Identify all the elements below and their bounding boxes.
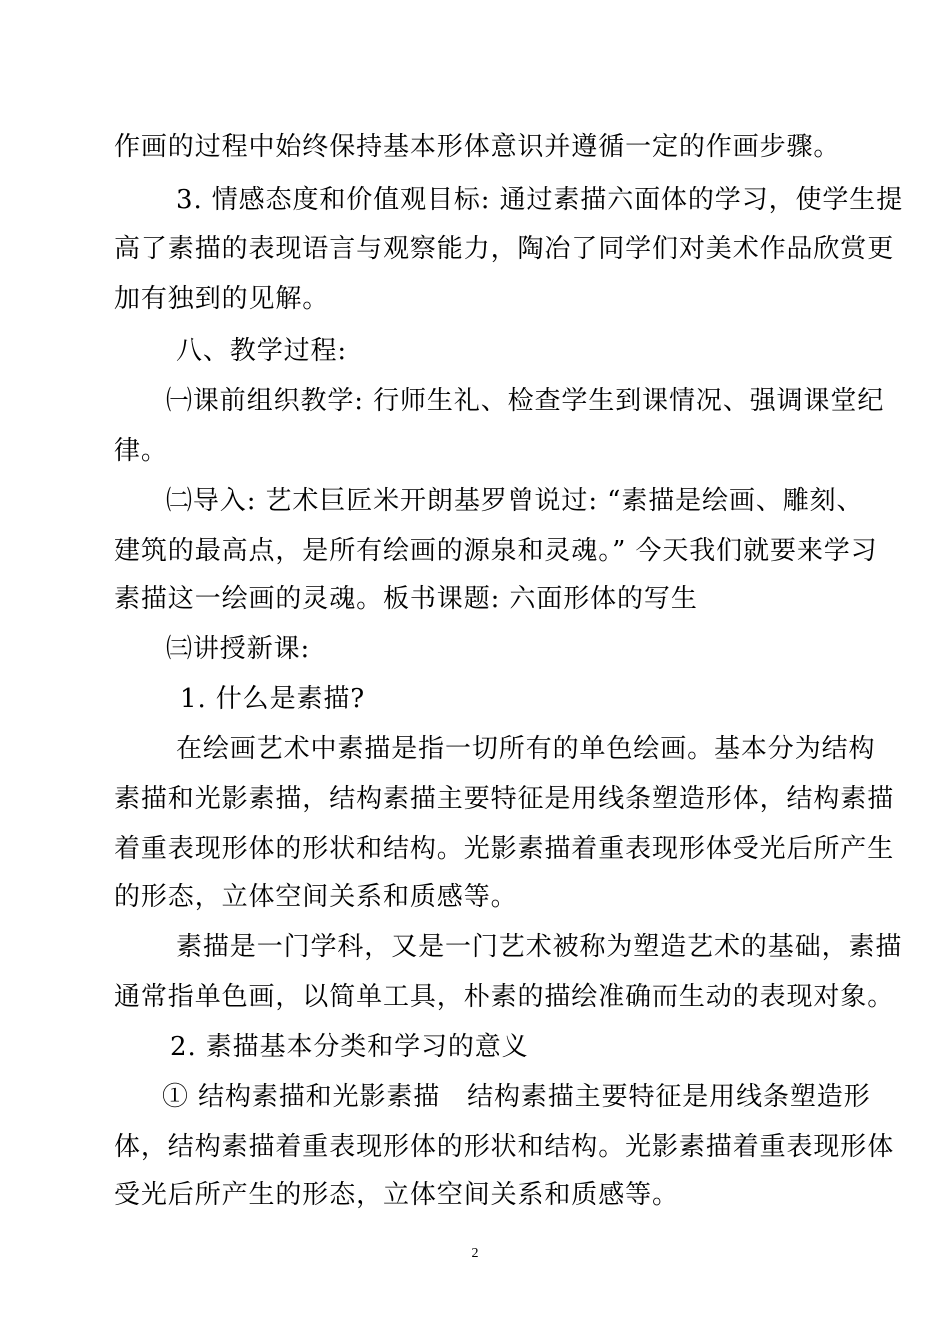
text-line: ① 结构素描和光影素描 结构素描主要特征是用线条塑造形 bbox=[162, 1082, 871, 1112]
text-line: 着重表现形体的形状和结构。光影素描着重表现形体受光后所产生 bbox=[114, 834, 895, 864]
text-line: 在绘画艺术中素描是指一切所有的单色绘画。基本分为结构 bbox=[176, 734, 876, 764]
page-number: 2 bbox=[471, 1246, 479, 1261]
text-line: 律。 bbox=[114, 436, 168, 466]
text-line: ㈡导入: 艺术巨匠米开朗基罗曾说过: “素描是绘画、雕刻、 bbox=[166, 486, 864, 516]
section-heading: 八、教学过程: bbox=[176, 336, 348, 366]
text-line: 加有独到的见解。 bbox=[114, 284, 330, 314]
text-line: 高了素描的表现语言与观察能力，陶冶了同学们对美术作品欣赏更 bbox=[114, 234, 895, 264]
text-line: 的形态，立体空间关系和质感等。 bbox=[114, 882, 518, 912]
text-line: 素描和光影素描，结构素描主要特征是用线条塑造形体，结构素描 bbox=[114, 784, 895, 814]
text-line: 通常指单色画，以简单工具，朴素的描绘准确而生动的表现对象。 bbox=[114, 982, 895, 1012]
text-line: 素描是一门学科，又是一门艺术被称为塑造艺术的基础，素描 bbox=[176, 932, 903, 962]
text-line: 3. 情感态度和价值观目标: 通过素描六面体的学习，使学生提 bbox=[176, 185, 904, 215]
subsection-heading: 2. 素描基本分类和学习的意义 bbox=[170, 1032, 529, 1062]
subsection-heading: 1. 什么是素描? bbox=[180, 684, 366, 714]
text-line: ㈠课前组织教学: 行师生礼、检查学生到课情况、强调课堂纪 bbox=[166, 386, 885, 416]
text-line: 素描这一绘画的灵魂。板书课题: 六面形体的写生 bbox=[114, 584, 698, 614]
text-line: 体，结构素描着重表现形体的形状和结构。光影素描着重表现形体 bbox=[114, 1132, 895, 1162]
text-line: 建筑的最高点，是所有绘画的源泉和灵魂。” 今天我们就要来学习 bbox=[114, 536, 878, 566]
subsection-heading: ㈢讲授新课: bbox=[166, 634, 311, 664]
text-line: 受光后所产生的形态，立体空间关系和质感等。 bbox=[114, 1180, 679, 1210]
text-line: 作画的过程中始终保持基本形体意识并遵循一定的作画步骤。 bbox=[114, 132, 841, 162]
